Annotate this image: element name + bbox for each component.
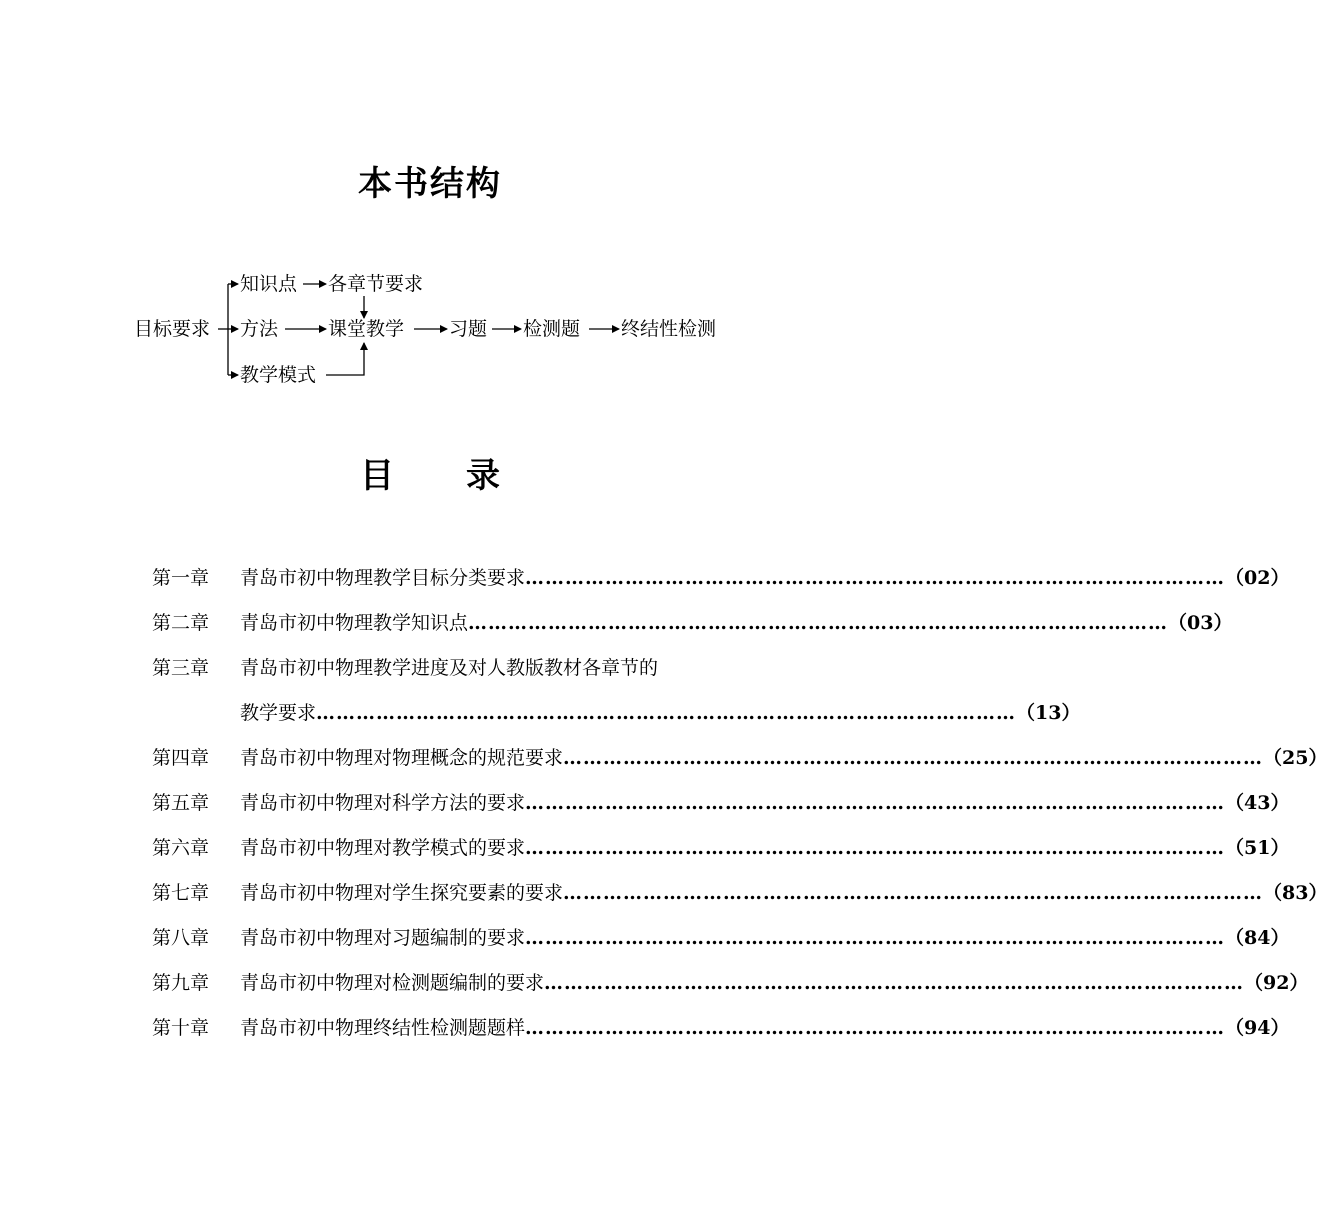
toc-page: （83） — [1263, 882, 1327, 904]
toc-entry-9[interactable] — [152, 968, 1309, 998]
toc-entry-10[interactable] — [152, 1013, 1290, 1043]
toc-chapter: 第一章 — [152, 567, 210, 589]
node-goal: 目标要求 — [134, 318, 211, 340]
toc-entry-8[interactable] — [152, 923, 1290, 953]
toc-entry-3-cont[interactable] — [152, 698, 1081, 728]
toc-chapter: 第六章 — [152, 837, 210, 859]
toc-chapter: 第十章 — [152, 1017, 210, 1039]
arrow-teaching-mode-classroom — [326, 343, 364, 375]
toc-title-text: 青岛市初中物理对物理概念的规范要求 — [240, 747, 564, 769]
toc-title-left: 目 — [360, 456, 394, 496]
toc-page: （94） — [1225, 1017, 1290, 1039]
toc-page: （02） — [1225, 567, 1290, 589]
toc-page: （84） — [1225, 927, 1290, 949]
toc-dot-leader: …………………………………………………………………………………………… — [525, 567, 1226, 589]
toc-title-right: 录 — [466, 456, 500, 496]
toc-dot-leader: …………………………………………………………………………………………… — [525, 792, 1226, 814]
toc-dot-leader: …………………………………………………………………………………………… — [544, 972, 1245, 994]
toc-title-text-cont: 教学要求 — [240, 702, 317, 724]
toc-page: （43） — [1225, 792, 1290, 814]
toc-title-text: 青岛市初中物理对习题编制的要求 — [240, 927, 526, 949]
toc-chapter: 第三章 — [152, 657, 210, 679]
toc-entry-2[interactable] — [152, 608, 1233, 638]
node-final-test: 终结性检测 — [621, 318, 717, 340]
toc-title-text: 青岛市初中物理对检测题编制的要求 — [240, 972, 545, 994]
toc-page: （25） — [1263, 747, 1327, 769]
toc-entry-1[interactable] — [152, 563, 1290, 593]
toc-entry-7[interactable] — [152, 878, 1327, 908]
node-tests: 检测题 — [523, 318, 581, 340]
toc-title-text: 青岛市初中物理教学进度及对人教版教材各章节的 — [240, 657, 659, 679]
toc-page: （03） — [1168, 612, 1233, 634]
toc-title-text: 青岛市初中物理教学知识点 — [240, 612, 469, 634]
node-exercises: 习题 — [449, 318, 488, 340]
node-knowledge: 知识点 — [240, 273, 298, 295]
toc-dot-leader: …………………………………………………………………………………………… — [563, 882, 1264, 904]
toc-title-text: 青岛市初中物理终结性检测题题样 — [240, 1017, 526, 1039]
toc-chapter: 第七章 — [152, 882, 210, 904]
toc-chapter: 第八章 — [152, 927, 210, 949]
toc-dot-leader: …………………………………………………………………………………………… — [563, 747, 1264, 769]
toc-entry-4[interactable] — [152, 743, 1327, 773]
toc-dot-leader: …………………………………………………………………………………………… — [525, 1017, 1226, 1039]
toc-entry-6[interactable] — [152, 833, 1290, 863]
toc-chapter: 第二章 — [152, 612, 210, 634]
node-method: 方法 — [240, 318, 279, 340]
structure-title: 本书结构 — [358, 164, 502, 204]
toc-chapter: 第九章 — [152, 972, 210, 994]
toc-page: （92） — [1244, 972, 1309, 994]
toc-chapter: 第五章 — [152, 792, 210, 814]
toc-page: （13） — [1016, 702, 1081, 724]
toc-dot-leader: …………………………………………………………………………………………… — [525, 927, 1226, 949]
toc-dot-leader: …………………………………………………………………………………………… — [468, 612, 1169, 634]
toc-dot-leader: …………………………………………………………………………………………… — [316, 702, 1017, 724]
toc-title-text: 青岛市初中物理对科学方法的要求 — [240, 792, 526, 814]
toc-title-text: 青岛市初中物理对教学模式的要求 — [240, 837, 526, 859]
toc-title-text: 青岛市初中物理对学生探究要素的要求 — [240, 882, 564, 904]
node-teaching-mode: 教学模式 — [240, 364, 317, 386]
toc-page: （51） — [1225, 837, 1290, 859]
toc-chapter: 第四章 — [152, 747, 210, 769]
toc-title-text: 青岛市初中物理教学目标分类要求 — [240, 567, 526, 589]
structure-diagram — [0, 0, 860, 420]
toc-title — [0, 456, 860, 496]
node-classroom: 课堂教学 — [328, 318, 405, 340]
toc-entry-3[interactable] — [152, 653, 730, 683]
toc-dot-leader: …………………………………………………………………………………………… — [525, 837, 1226, 859]
toc-entry-5[interactable] — [152, 788, 1290, 818]
node-chapter-req: 各章节要求 — [328, 273, 424, 295]
